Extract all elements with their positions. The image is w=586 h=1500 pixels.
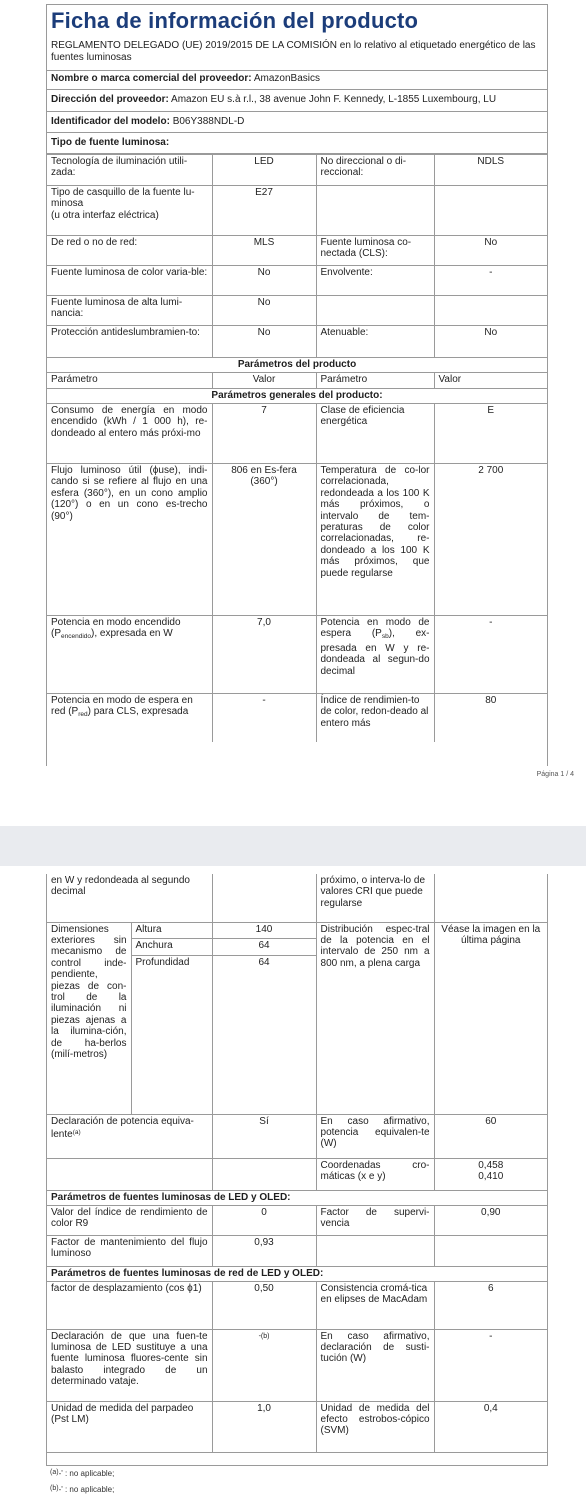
- page-1-frame: [46, 4, 548, 766]
- colour-consistency-label: Consistencia cromá-tica en elipses de MacAdam: [316, 1281, 434, 1329]
- replace-decl-label: En caso afirmativo, declaración de susti-tución (W): [316, 1329, 434, 1401]
- net-standby-label-a: Potencia en modo de espera en red (P: [51, 695, 193, 718]
- height-label: Altura: [131, 922, 212, 938]
- table-row: [47, 616, 547, 694]
- table-row: [47, 1401, 547, 1452]
- efficiency-label: Clase de eficiencia energética: [316, 404, 434, 464]
- cap-value: E27: [212, 186, 316, 236]
- lumen-maint-label: Factor de mantenimiento del flujo luminoso: [47, 1235, 212, 1266]
- r9-value: 0: [212, 1205, 316, 1235]
- supplier-row: [47, 71, 547, 90]
- net-standby-subscript: red: [78, 711, 88, 719]
- cls-label: Fuente luminosa co-nectada (CLS):: [316, 236, 434, 266]
- flicker-label: Unidad de medida del parpadeo (Pst LM): [47, 1401, 212, 1452]
- cap-label-line-1: Tipo de casquillo de la fuente lu-minosa: [51, 187, 195, 210]
- footnote-a: [50, 1468, 114, 1479]
- table-row: [47, 1281, 547, 1329]
- flicker-value: 1,0: [212, 1401, 316, 1452]
- table-row: [47, 296, 547, 326]
- on-power-value: 7,0: [212, 616, 316, 694]
- on-power-label-b: ), expresada en W: [91, 628, 173, 640]
- light-source-type-row: [47, 133, 547, 154]
- empty-cell: [434, 296, 547, 326]
- svm-value: 0,4: [434, 1401, 547, 1452]
- table-row: [47, 236, 547, 266]
- anti-glare-value: No: [212, 326, 316, 358]
- equiv-power-label: En caso afirmativo, potencia equivalen-te (W): [316, 1114, 434, 1158]
- flux-value: 806 en Es-fera (360°): [212, 464, 316, 616]
- directional-value: NDLS: [434, 155, 547, 186]
- chroma-x: 0,458: [478, 1159, 504, 1171]
- table-row: [47, 922, 547, 938]
- anti-glare-label: Protección antideslumbramien-to:: [47, 326, 212, 358]
- depth-value: 64: [212, 955, 316, 1114]
- section-header-row: [47, 1266, 547, 1281]
- high-luminance-value: No: [212, 296, 316, 326]
- cct-value: 2 700: [434, 464, 547, 616]
- footnote-a-text: -' : no aplicable;: [58, 1469, 115, 1478]
- high-luminance-label: Fuente luminosa de alta lumi-nancia:: [47, 296, 212, 326]
- survival-label: Factor de supervi-vencia: [316, 1205, 434, 1235]
- model-label: Identificador del modelo:: [51, 116, 170, 127]
- footnote-b-text: -' : no aplicable;: [58, 1485, 115, 1494]
- equiv-footnote-mark: (a): [72, 1128, 81, 1136]
- chroma-label: Coordenadas cro-máticas (x e y): [316, 1158, 434, 1190]
- cap-label: [47, 186, 212, 236]
- footnote-b-mark: (b): [50, 1485, 59, 1492]
- net-standby-value: -: [212, 694, 316, 742]
- standby-label-a: Potencia en modo de espera (P: [320, 617, 430, 640]
- empty-cell: [316, 1235, 434, 1266]
- col-param-header-2: Parámetro: [316, 373, 434, 389]
- empty-cell: [434, 874, 547, 922]
- displacement-value: 0,50: [212, 1281, 316, 1329]
- table-row: [47, 404, 547, 464]
- section-header-row: [47, 1190, 547, 1205]
- r9-label: Valor del índice de rendimiento de color R9: [47, 1205, 212, 1235]
- net-standby-label-b: ) para CLS, expresada: [87, 706, 189, 718]
- chroma-y: 0,410: [478, 1170, 504, 1182]
- cls-value: No: [434, 236, 547, 266]
- section-header-row: [47, 358, 547, 373]
- table-row: [47, 155, 547, 186]
- light-source-table: [47, 154, 547, 742]
- table-row: [47, 186, 547, 236]
- tech-value: LED: [212, 155, 316, 186]
- table-row: [47, 1114, 547, 1158]
- address-label: Dirección del proveedor:: [51, 94, 169, 105]
- empty-cell: [434, 186, 547, 236]
- section-header-row: [47, 389, 547, 404]
- colour-tunable-label: Fuente luminosa de color varia-ble:: [47, 266, 212, 296]
- footnote-a-mark: (a): [50, 1469, 59, 1476]
- on-power-label: [47, 616, 212, 694]
- chroma-values: [434, 1158, 547, 1190]
- standby-subscript: sb: [381, 633, 389, 641]
- efficiency-value: E: [434, 404, 547, 464]
- empty-cell: [316, 296, 434, 326]
- cri-label: Índice de rendimien-to de color, redon-deado al entero más: [316, 694, 434, 742]
- empty-cell: [212, 1158, 316, 1190]
- equiv-label: [47, 1114, 212, 1158]
- table-row: [47, 1329, 547, 1401]
- spd-value: Véase la imagen en la última página: [434, 922, 547, 1114]
- table-row: [47, 1158, 547, 1190]
- replace-decl-value: -: [434, 1329, 547, 1401]
- cct-label: Temperatura de co-lor correlacionada, redondeada a los 100 K más próximos, o intervalo de tem-peraturas de color correlacionadas, re-dondeado a los 100 K más próximos, que puede regularse: [316, 464, 434, 616]
- empty-cell: [316, 186, 434, 236]
- mains-label: De red o no de red:: [47, 236, 212, 266]
- empty-cell: [434, 1235, 547, 1266]
- model-row: [47, 112, 547, 133]
- standby-label-b: ), ex-presada en W y re-dondeada al segun-do decimal: [320, 628, 430, 677]
- col-param-header: Parámetro: [47, 373, 212, 389]
- address-value: Amazon EU s.à r.l., 38 avenue John F. Kennedy, L-1855 Luxembourg, LU: [171, 94, 497, 105]
- supplier-value: AmazonBasics: [253, 73, 320, 84]
- table-row: [47, 326, 547, 358]
- dims-label: Dimensiones exteriores sin mecanismo de control inde-pendiente, piezas de con-trol de la iluminación ni piezas ajenas a la ilumina-ción, de ha-berlos (milí-metros): [47, 922, 131, 1114]
- regulation-text: REGLAMENTO DELEGADO (UE) 2019/2015 DE LA COMISIÓN en lo relativo al etiquetado energético de las fuentes luminosas: [47, 39, 547, 71]
- on-power-subscript: encendido: [61, 633, 91, 641]
- table-row: [47, 464, 547, 616]
- mains-led-params-heading: Parámetros de fuentes luminosas de red de LED y OLED:: [47, 1266, 547, 1281]
- model-value: B06Y388NDL-D: [172, 116, 245, 127]
- envelope-label: Envolvente:: [316, 266, 434, 296]
- height-value: 140: [212, 922, 316, 938]
- replace-label: Declaración de que una fuen-te luminosa de LED sustituye a una fuente luminosa fluores-cente sin balasto integrado de un determinado vataje.: [47, 1329, 212, 1401]
- footnote-b: [50, 1484, 114, 1495]
- width-value: 64: [212, 938, 316, 955]
- empty-cell: [212, 874, 316, 922]
- page-separator: [0, 826, 586, 866]
- tech-label: Tecnología de iluminación utili-zada:: [47, 155, 212, 186]
- col-value-header-2: Valor: [434, 373, 547, 389]
- led-oled-params-heading: Parámetros de fuentes luminosas de LED y OLED:: [47, 1190, 547, 1205]
- column-header-row: [47, 373, 547, 389]
- dimmable-label: Atenuable:: [316, 326, 434, 358]
- general-params-heading: Parámetros generales del producto:: [47, 389, 547, 404]
- equiv-power-value: 60: [434, 1114, 547, 1158]
- envelope-value: -: [434, 266, 547, 296]
- width-label: Anchura: [131, 938, 212, 955]
- standby-label: [316, 616, 434, 694]
- page-number: Página 1 / 4: [536, 771, 574, 778]
- equiv-label-text: Declaración de potencia equiva-lente: [51, 1115, 194, 1140]
- page-title: Ficha de información del producto: [51, 8, 419, 33]
- spd-label: Distribución espec-tral de la potencia en el intervalo de 250 nm a 800 nm, a plena carga: [316, 922, 434, 1114]
- energy-value: 7: [212, 404, 316, 464]
- net-standby-label: [47, 694, 212, 742]
- on-power-label-a: Potencia en modo encendido (P: [51, 617, 181, 640]
- standby-value: -: [434, 616, 547, 694]
- table-row: [47, 266, 547, 296]
- col-value-header: Valor: [212, 373, 316, 389]
- product-params-table-cont: [47, 874, 547, 1453]
- page-2-frame: [46, 874, 548, 1466]
- mains-value: MLS: [212, 236, 316, 266]
- table-row: [47, 874, 547, 922]
- svm-label: Unidad de medida del efecto estrobos-cópico (SVM): [316, 1401, 434, 1452]
- document-page-2: [0, 866, 586, 1500]
- table-row: [47, 1205, 547, 1235]
- flux-label: Flujo luminoso útil (ϕuse), indi-cando si se refiere al flujo en una esfera (360°), en un cono amplio (120°) o en un cono es-trecho (90°): [47, 464, 212, 616]
- light-source-type-label: Tipo de fuente luminosa:: [51, 137, 170, 148]
- survival-value: 0,90: [434, 1205, 547, 1235]
- depth-label: Profundidad: [131, 955, 212, 1114]
- directional-label: No direccional o di-reccional:: [316, 155, 434, 186]
- equiv-value: Sí: [212, 1114, 316, 1158]
- table-row: [47, 694, 547, 742]
- cri-value: 80: [434, 694, 547, 742]
- replace-value: -(b): [212, 1329, 316, 1401]
- supplier-label: Nombre o marca comercial del proveedor:: [51, 73, 252, 84]
- colour-tunable-value: No: [212, 266, 316, 296]
- displacement-label: factor de desplazamiento (cos ϕ1): [47, 1281, 212, 1329]
- cont-left-label: en W y redondeada al segundo decimal: [47, 874, 212, 922]
- energy-label: Consumo de energía en modo encendido (kWh / 1 000 h), re-dondeado al entero más próxi-mo: [47, 404, 212, 464]
- cont-right-label: próximo, o interva-lo de valores CRI que puede regularse: [316, 874, 434, 922]
- lumen-maint-value: 0,93: [212, 1235, 316, 1266]
- empty-cell: [47, 1158, 212, 1190]
- colour-consistency-value: 6: [434, 1281, 547, 1329]
- address-row: [47, 90, 547, 112]
- cap-label-line-2: (u otra interfaz eléctrica): [51, 209, 159, 221]
- dimmable-value: No: [434, 326, 547, 358]
- table-row: [47, 1235, 547, 1266]
- product-params-heading: Parámetros del producto: [47, 358, 547, 373]
